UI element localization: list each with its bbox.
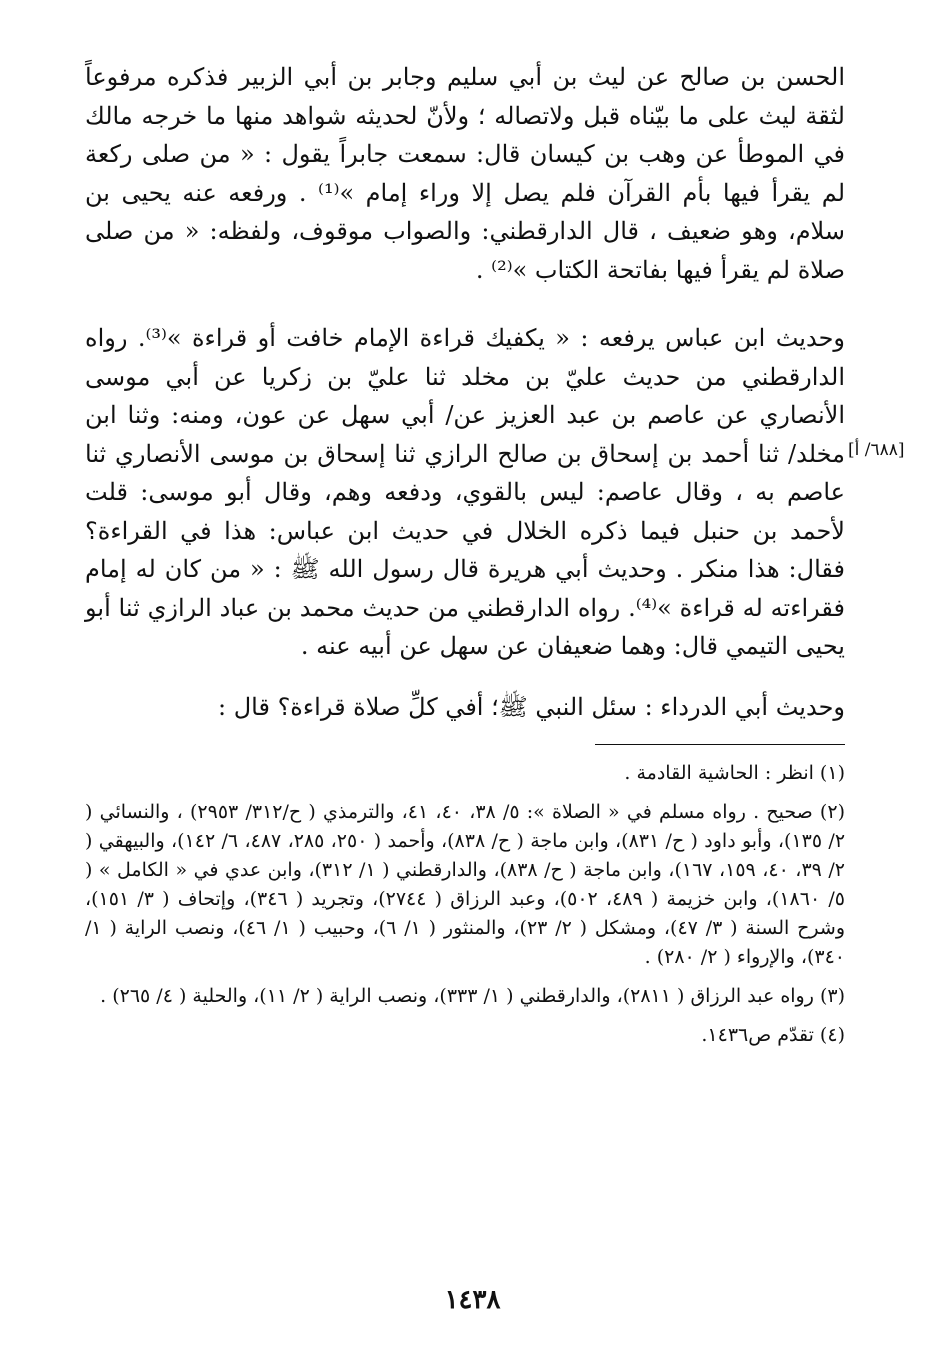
paragraph-1: الحسن بن صالح عن ليث بن أبي سليم وجابر بن أبي الزبير فذكره مرفوعاً لثقة ليث على ما بيّناه قبل ولاتصاله ؛ ولأنّ لحديثه شواهد منها ما خرجه مالك في الموطأ عن وهب بن كيسان قال: سمعت جابراً يقول : « من صلى ركعة لم يقرأ فيها بأم القرآن فلم يصل إلا وراء إمام »⁽¹⁾ . ورفعه عنه يحيى بن سلام، وهو ضعيف ، قال الدارقطني: والصواب موقوف، ولفظه: « من صلى صلاة لم يقرأ فيها بفاتحة الكتاب »⁽²⁾ .: [85, 63, 846, 284]
manuscript-folio-marker: [٦٨٨/ أ]: [848, 440, 905, 460]
page-content: [85, 58, 845, 1060]
paragraph-3: وحديث أبي الدرداء : سئل النبي ﷺ؛ أفي كلِّ صلاة قراءة؟ قال :: [218, 692, 845, 721]
footnote-1: (١) انظر : الحاشية القادمة .: [624, 762, 845, 784]
footnote-3: (٣) رواه عبد الرزاق ( ٢٨١١)، والدارقطني ( ١/ ٣٣٣)، ونصب الراية ( ٢/ ١١)، والحلية ( ٤/ ٢٦٥) .: [100, 985, 845, 1007]
paragraph-2: وحديث ابن عباس يرفعه : « يكفيك قراءة الإمام خافت أو قراءة »⁽³⁾. رواه الدارقطني من حديث عليّ بن مخلد ثنا عليّ بن زكريا عن أبي موسى الأنصاري عن عاصم بن عبد العزيز عن/ أبي سهل عن عون، ومنه: وثنا ابن مخلد/ ثنا أحمد بن إسحاق بن صالح الرازي ثنا إسحاق بن موسى الأنصاري ثنا عاصم به ، وقال عاصم: ليس بالقوي، ودفعه وهم، وقال أبو موسى: قلت لأحمد بن حنبل فيما ذكره الخلال في حديث ابن عباس: هذا في القراءة؟ فقال: هذا منكر . وحديث أبي هريرة قال رسول الله ﷺ : « من كان له إمام فقراءته له قراءة »⁽⁴⁾. رواه الدارقطني من حديث محمد بن عباد الرازي ثنا أبو يحيى التيمي قال: وهما ضعيفان عن سهل عن أبيه عنه .: [85, 324, 846, 660]
paragraph-gap: [85, 289, 845, 319]
paragraph-gap: [85, 666, 845, 688]
footnote-2: (٢) صحيح . رواه مسلم في « الصلاة »: ٥/ ٣٨، ٤٠، ٤١، والترمذي ( ح/٣١٢/ ٢٩٥٣) ، والنسائي ( ٢/ ١٣٥)، وأبو داود ( ح/ ٨٣١)، وابن ماجة ( ح/ ٨٣٨)، وأحمد ( ٢٥٠، ٢٨٥، ٤٨٧، ٦/ ١٤٢)، والبيهقي ( ٢/ ٣٩، ٤٠، ١٥٩، ١٦٧)، وابن ماجة ( ح/ ٨٣٨)، والدارقطني ( ١/ ٣١٢)، وابن عدي في « الكامل » ( ٥/ ١٨٦٠)، وابن خزيمة ( ٤٨٩، ٥٠٢)، وعبد الرزاق ( ٢٧٤٤)، وتجريد ( ٣٤٦)، وإتحاف ( ٣/ ١٥١)، وشرح السنة ( ٣/ ٤٧)، ومشكل ( ٢/ ٢٣)، والمنثور ( ١/ ٦)، وحبيب ( ١/ ٤٦)، ونصب الراية ( ١/ ٣٤٠)، والإرواء ( ٢/ ٢٨٠) .: [85, 801, 846, 968]
footnote-4: (٤) تقدّم ص١٤٣٦.: [701, 1024, 845, 1046]
page-number: ١٤٣٨: [444, 1285, 501, 1315]
footnote-separator: [595, 744, 845, 745]
